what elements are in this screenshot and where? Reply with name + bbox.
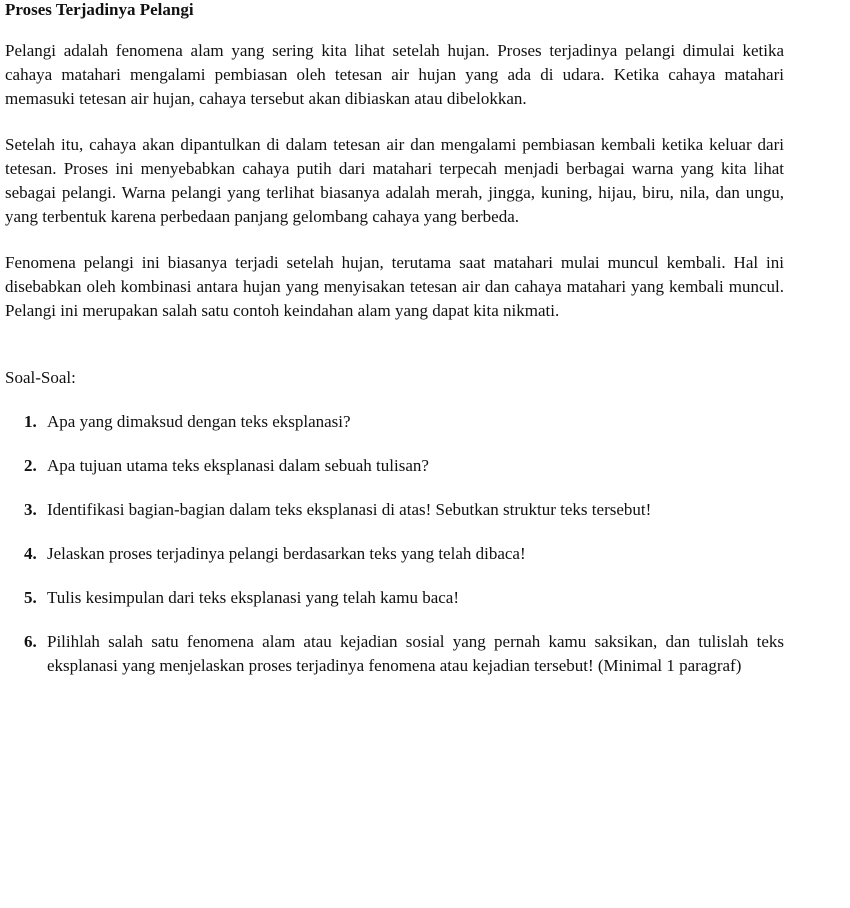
questions-list xyxy=(5,410,784,678)
question-item-3 xyxy=(5,498,784,522)
question-number: 6. xyxy=(24,632,37,651)
question-item-2 xyxy=(5,454,784,478)
question-item-5 xyxy=(5,586,784,610)
question-item-6 xyxy=(5,630,784,678)
document-title: Proses Terjadinya Pelangi xyxy=(5,0,194,19)
question-text: Jelaskan proses terjadinya pelangi berdasarkan teks yang telah dibaca! xyxy=(47,544,526,563)
question-item-4 xyxy=(5,542,784,566)
question-text: Tulis kesimpulan dari teks eksplanasi yang telah kamu baca! xyxy=(47,588,460,607)
question-text: Pilihlah salah satu fenomena alam atau kejadian sosial yang pernah kamu saksikan, dan tulislah teks eksplanasi yang menjelaskan proses terjadinya fenomena atau kejadian tersebut! (Minimal 1 paragraf) xyxy=(47,632,784,675)
question-number: 1. xyxy=(24,412,37,431)
question-text: Apa tujuan utama teks eksplanasi dalam sebuah tulisan? xyxy=(47,456,429,475)
paragraph-2: Setelah itu, cahaya akan dipantulkan di dalam tetesan air dan mengalami pembiasan kembali ketika keluar dari tetesan. Proses ini menyebabkan cahaya putih dari matahari terpecah menjadi berbagai warna yang kita lihat sebagai pelangi. Warna pelangi yang terlihat biasanya adalah merah, jingga, kuning, hijau, biru, nila, dan ungu, yang terbentuk karena perbedaan panjang gelombang cahaya yang berbeda. xyxy=(5,135,784,226)
question-text: Identifikasi bagian-bagian dalam teks eksplanasi di atas! Sebutkan struktur teks tersebut! xyxy=(47,500,652,519)
question-text: Apa yang dimaksud dengan teks eksplanasi? xyxy=(47,412,351,431)
paragraph-3: Fenomena pelangi ini biasanya terjadi setelah hujan, terutama saat matahari mulai muncul kembali. Hal ini disebabkan oleh kombinasi antara hujan yang menyisakan tetesan air dan cahaya matahari yang kembali muncul. Pelangi ini merupakan salah satu contoh keindahan alam yang dapat kita nikmati. xyxy=(5,253,784,320)
question-number: 2. xyxy=(24,456,37,475)
questions-heading: Soal-Soal: xyxy=(5,368,76,387)
question-item-1 xyxy=(5,410,784,434)
document-page xyxy=(5,0,784,678)
paragraph-1: Pelangi adalah fenomena alam yang sering kita lihat setelah hujan. Proses terjadinya pelangi dimulai ketika cahaya matahari mengalami pembiasan oleh tetesan air hujan yang ada di udara. Ketika cahaya matahari memasuki tetesan air hujan, cahaya tersebut akan dibiaskan atau dibelokkan. xyxy=(5,41,784,108)
question-number: 3. xyxy=(24,500,37,519)
question-number: 4. xyxy=(24,544,37,563)
question-number: 5. xyxy=(24,588,37,607)
